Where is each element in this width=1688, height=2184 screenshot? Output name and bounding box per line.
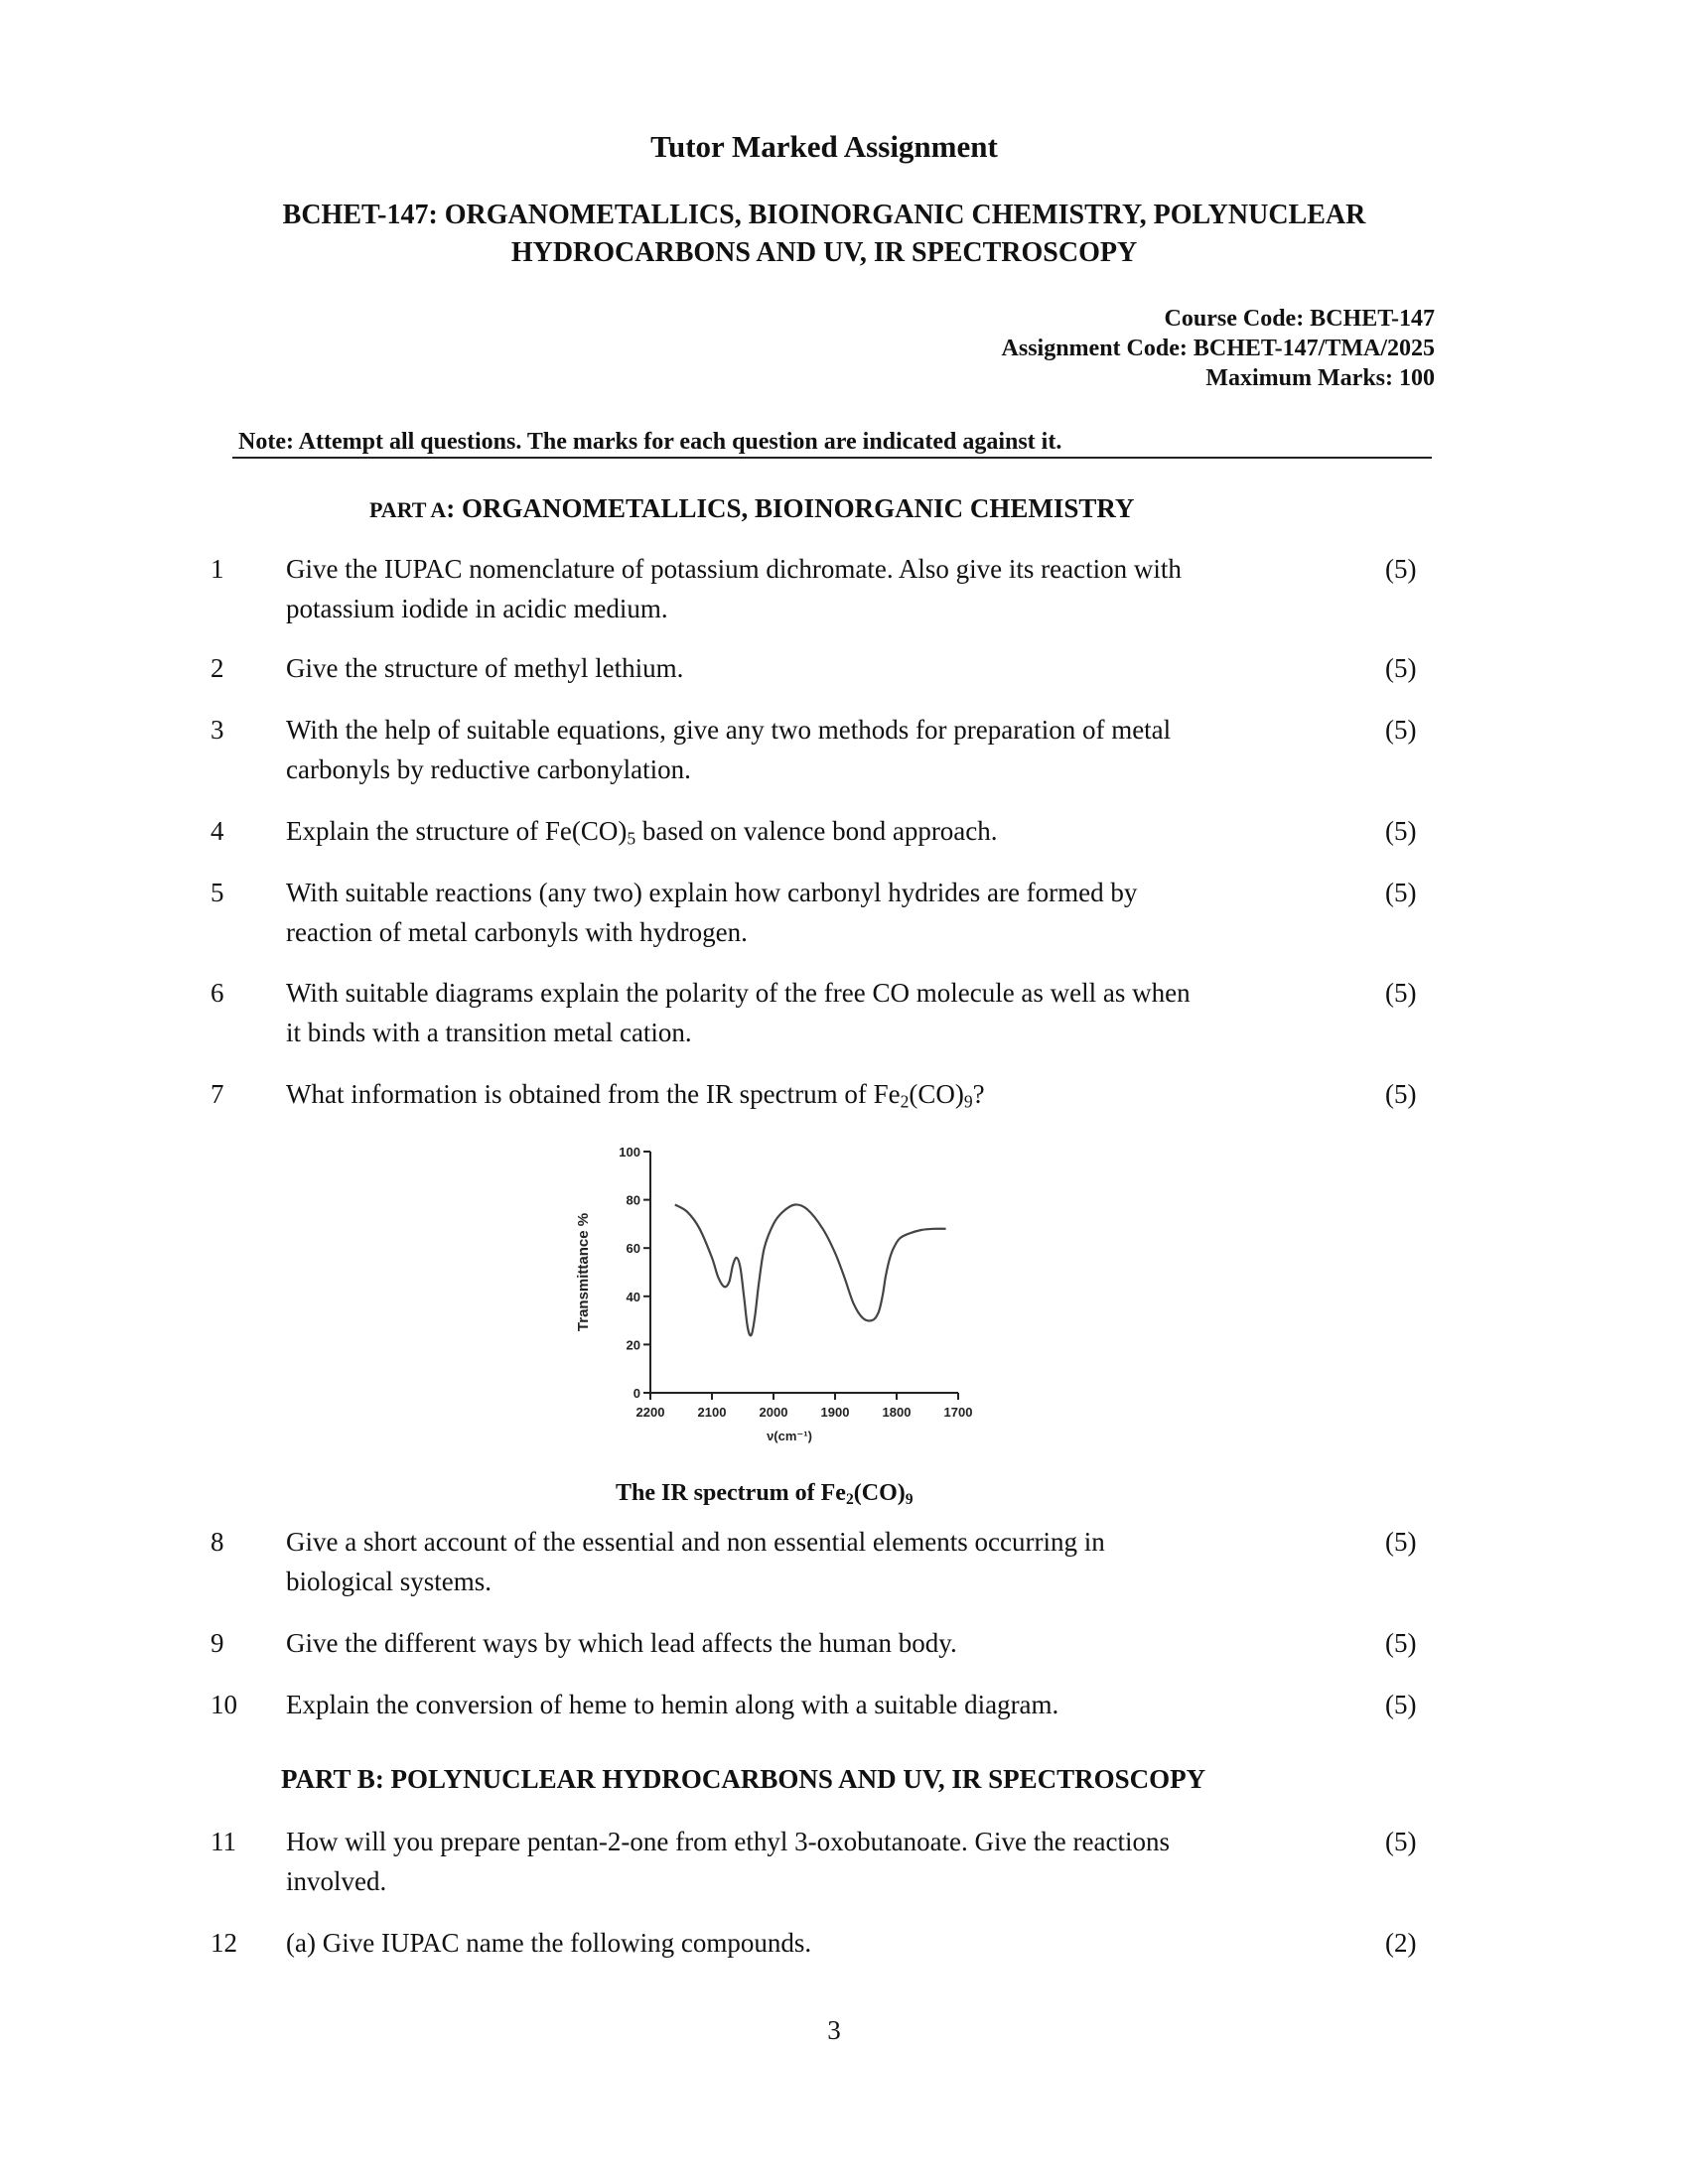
question-marks: (5): [1385, 1628, 1417, 1658]
course-title: [199, 197, 1450, 272]
course-title-line1: BCHET-147: ORGANOMETALLICS, BIOINORGANIC CHEMISTRY, POLYNUCLEAR: [282, 200, 1366, 230]
question-text-part: Explain the structure of Fe(CO): [286, 816, 628, 846]
question-marks: (5): [1385, 1690, 1417, 1719]
x-tick-label: 1900: [820, 1405, 850, 1420]
subscript: 2: [845, 1490, 854, 1508]
y-axis-label: Transmittance %: [575, 1212, 592, 1332]
course-title-line2: HYDROCARBONS AND UV, IR SPECTROSCOPY: [510, 237, 1138, 268]
question-line: With suitable diagrams explain the polarity of the free CO molecule as well as when: [286, 978, 1191, 1008]
question-marks: (2): [1385, 1928, 1417, 1958]
assignment-code: Assignment Code: BCHET-147/TMA/2025: [1001, 336, 1435, 361]
question-number: 3: [211, 715, 224, 745]
question-number: 6: [211, 978, 224, 1008]
question-marks: (5): [1385, 715, 1417, 745]
question-number: 1: [211, 554, 224, 584]
part-a-heading: [369, 493, 1134, 524]
part-a-title: : ORGANOMETALLICS, BIOINORGANIC CHEMISTRY: [446, 493, 1135, 523]
question-line: With the help of suitable equations, give any two methods for preparation of metal: [286, 715, 1172, 745]
question-number: 10: [211, 1690, 237, 1719]
question-marks: (5): [1385, 653, 1417, 683]
question-line: How will you prepare pentan-2-one from ethyl 3-oxobutanoate. Give the reactions: [286, 1827, 1170, 1856]
subscript: 9: [905, 1490, 914, 1508]
subscript: 5: [627, 828, 636, 849]
question-line: involved.: [286, 1866, 387, 1896]
question-text-part: ?: [972, 1079, 985, 1109]
question-line: (a) Give IUPAC name the following compounds.: [286, 1928, 812, 1958]
question-line: Give a short account of the essential and non essential elements occurring in: [286, 1527, 1105, 1557]
question-marks: (5): [1385, 1527, 1417, 1557]
note-divider: [232, 457, 1432, 459]
x-axis-label: ν(cm⁻¹): [767, 1429, 812, 1443]
part-a-prefix: PART A: [369, 497, 447, 522]
question-text-part: What information is obtained from the IR spectrum of Fe: [286, 1079, 901, 1109]
y-tick-label: 80: [626, 1192, 640, 1208]
x-tick-label: 1800: [882, 1405, 912, 1420]
question-line: With suitable reactions (any two) explain how carbonyl hydrides are formed by: [286, 878, 1138, 907]
question-line: reaction of metal carbonyls with hydrogen.: [286, 917, 748, 947]
x-tick-label: 2100: [697, 1405, 727, 1420]
part-b-heading: PART B: POLYNUCLEAR HYDROCARBONS AND UV, IR SPECTROSCOPY: [281, 1764, 1206, 1794]
question-number: 12: [211, 1928, 237, 1958]
x-tick-label: 2000: [759, 1405, 788, 1420]
question-marks: (5): [1385, 1079, 1417, 1109]
question-line: it binds with a transition metal cation.: [286, 1018, 692, 1047]
question-line: Give the structure of methyl lethium.: [286, 653, 684, 683]
question-line: potassium iodide in acidic medium.: [286, 594, 668, 623]
question-number: 11: [211, 1827, 236, 1856]
question-number: 5: [211, 878, 224, 907]
question-number: 2: [211, 653, 224, 683]
x-tick-label: 2200: [635, 1405, 665, 1420]
instructions-note: Note: Attempt all questions. The marks for each question are indicated against it.: [238, 429, 1062, 455]
spectrum-line: [675, 1204, 946, 1335]
question-line: Give the IUPAC nomenclature of potassium dichromate. Also give its reaction with: [286, 554, 1182, 584]
question-marks: (5): [1385, 816, 1417, 846]
question-line: biological systems.: [286, 1567, 492, 1596]
question-number: 9: [211, 1628, 224, 1658]
y-tick-label: 60: [626, 1241, 640, 1257]
question-text: [286, 1623, 1279, 1663]
question-marks: (5): [1385, 878, 1417, 907]
question-text: [286, 973, 1279, 1052]
question-text: [286, 1522, 1279, 1601]
y-tick-label: 40: [626, 1289, 640, 1304]
y-tick-label: 0: [633, 1386, 640, 1401]
question-text: [286, 1074, 1279, 1121]
question-text: [286, 1685, 1279, 1724]
page-number: 3: [827, 2015, 841, 2045]
subscript: 9: [963, 1091, 973, 1112]
question-line: Give the different ways by which lead affects the human body.: [286, 1628, 957, 1658]
question-text: [286, 1822, 1279, 1901]
question-text: [286, 648, 1279, 688]
question-text-part: (CO): [909, 1079, 964, 1109]
question-marks: (5): [1385, 554, 1417, 584]
subscript: 2: [900, 1091, 910, 1112]
question-number: 7: [211, 1079, 224, 1109]
x-tick-label: 1700: [943, 1405, 973, 1420]
maximum-marks: Maximum Marks: 100: [1205, 365, 1435, 391]
ir-spectrum-chart: [556, 1137, 993, 1464]
question-marks: (5): [1385, 978, 1417, 1008]
question-number: 8: [211, 1527, 224, 1557]
question-marks: (5): [1385, 1827, 1417, 1856]
course-code: Course Code: BCHET-147: [1164, 306, 1435, 332]
document-title: Tutor Marked Assignment: [650, 129, 998, 164]
caption-text: The IR spectrum of Fe: [616, 1480, 846, 1506]
question-text-part: based on valence bond approach.: [635, 816, 998, 846]
question-line: carbonyls by reductive carbonylation.: [286, 754, 691, 784]
question-text: [286, 710, 1279, 789]
chart-caption: [616, 1480, 914, 1509]
question-text: [286, 873, 1279, 952]
question-number: 4: [211, 816, 224, 846]
y-tick-label: 20: [626, 1337, 640, 1353]
question-text: [286, 549, 1279, 628]
question-text: [286, 811, 1279, 858]
caption-text: (CO): [853, 1480, 906, 1506]
question-text: [286, 1923, 1279, 1963]
question-line: Explain the conversion of heme to hemin along with a suitable diagram.: [286, 1690, 1059, 1719]
y-tick-label: 100: [619, 1145, 640, 1160]
